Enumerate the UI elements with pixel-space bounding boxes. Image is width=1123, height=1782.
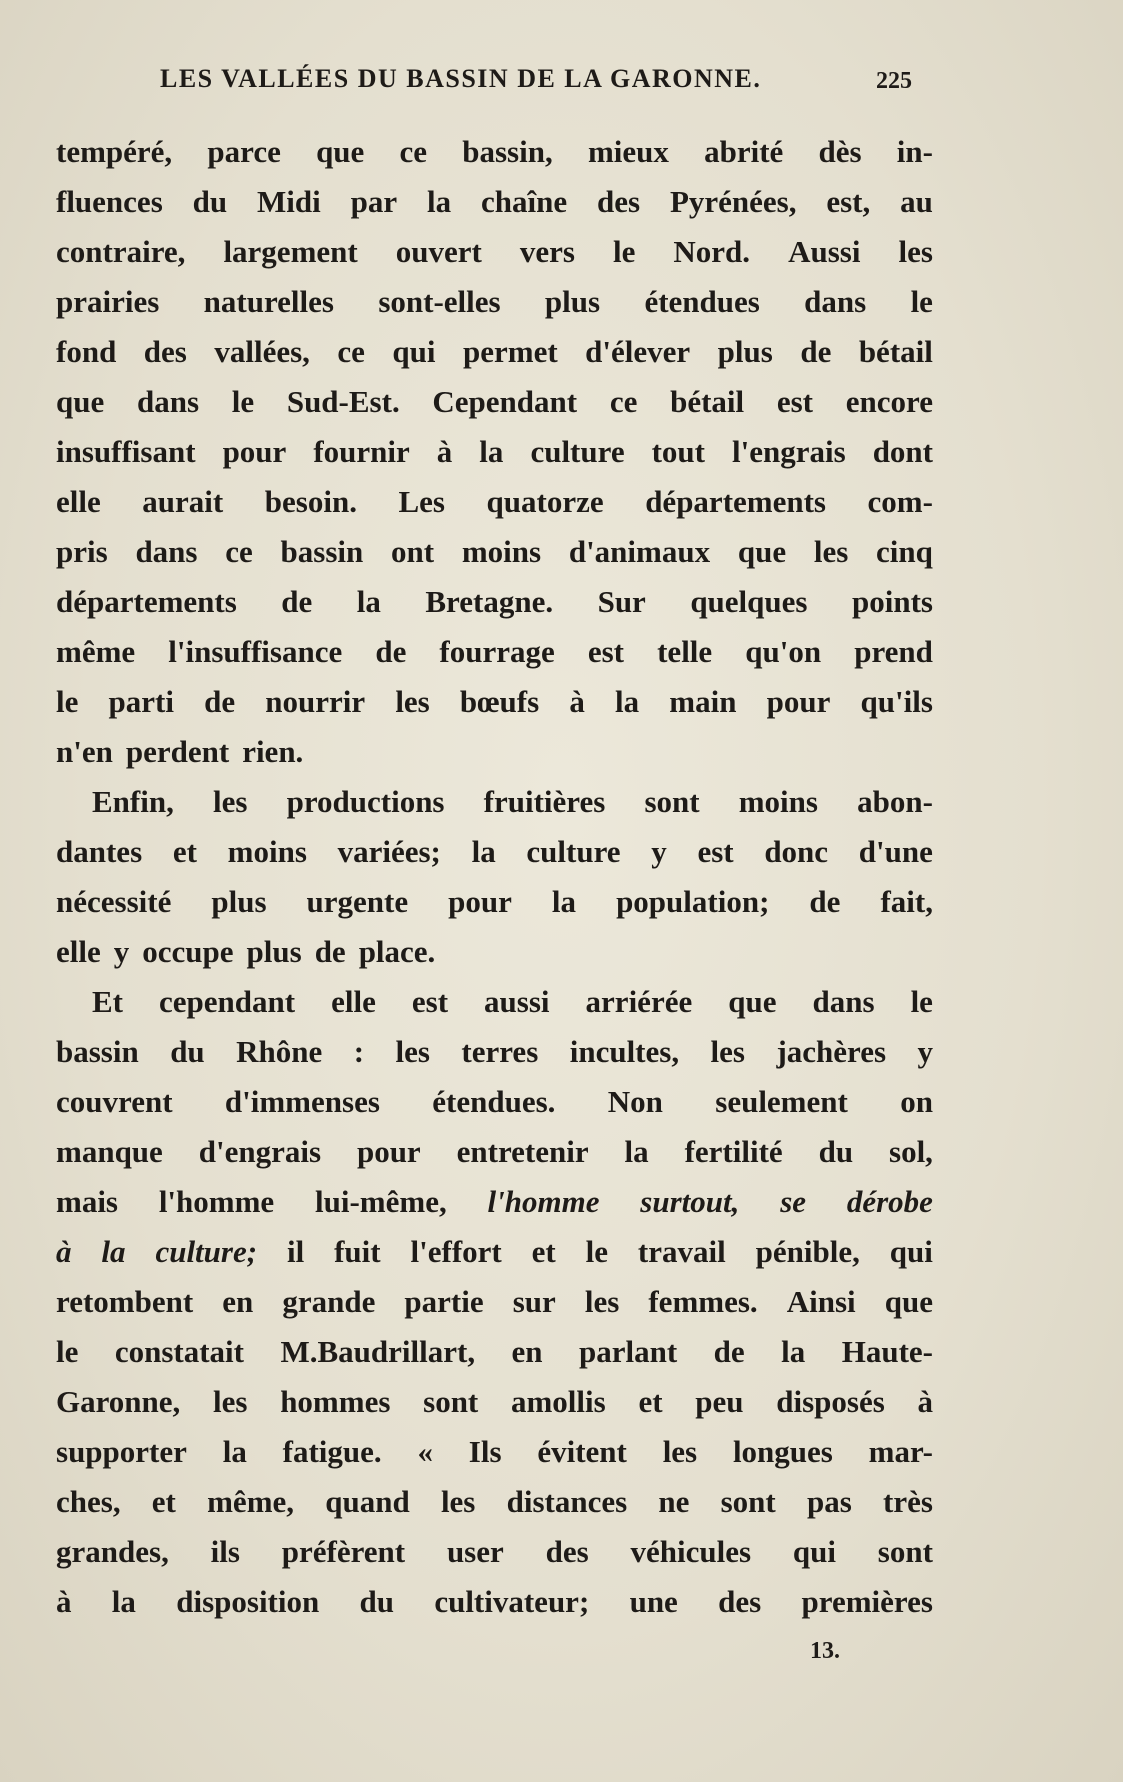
body-text bbox=[56, 127, 933, 1627]
text-line: Garonne, les hommes sont amollis et peu disposés à bbox=[56, 1384, 933, 1419]
text-line: dantes et moins variées; la culture y est donc d'une bbox=[56, 834, 933, 869]
text-line: elle aurait besoin. Les quatorze départements com- bbox=[56, 484, 933, 519]
text-line: fond des vallées, ce qui permet d'élever plus de bétail bbox=[56, 334, 933, 369]
text-line: prairies naturelles sont-elles plus étendues dans le bbox=[56, 284, 933, 319]
text-line: Enfin, les productions fruitières sont moins abon- bbox=[92, 784, 933, 819]
text-line: fluences du Midi par la chaîne des Pyrénées, est, au bbox=[56, 184, 933, 219]
text-line: mais l'homme lui-même, l'homme surtout, se dérobe bbox=[56, 1184, 933, 1219]
text-line: tempéré, parce que ce bassin, mieux abrité dès in- bbox=[56, 134, 933, 169]
text-line: contraire, largement ouvert vers le Nord. Aussi les bbox=[56, 234, 933, 269]
text-line: ches, et même, quand les distances ne sont pas très bbox=[56, 1484, 933, 1519]
text-line: couvrent d'immenses étendues. Non seulement on bbox=[56, 1084, 933, 1119]
running-title: LES VALLÉES DU BASSIN DE LA GARONNE. bbox=[160, 64, 762, 93]
text-line: que dans le Sud-Est. Cependant ce bétail est encore bbox=[56, 384, 933, 419]
text-line: même l'insuffisance de fourrage est telle qu'on prend bbox=[56, 634, 933, 669]
text-line: grandes, ils préfèrent user des véhicules qui sont bbox=[56, 1534, 933, 1569]
text-line: retombent en grande partie sur les femmes. Ainsi que bbox=[56, 1284, 933, 1319]
text-line: nécessité plus urgente pour la population; de fait, bbox=[56, 884, 933, 919]
text-line: départements de la Bretagne. Sur quelques points bbox=[56, 584, 933, 619]
text-line: bassin du Rhône : les terres incultes, les jachères y bbox=[56, 1034, 933, 1069]
text-line: à la disposition du cultivateur; une des premières bbox=[56, 1584, 933, 1619]
text-line: n'en perdent rien. bbox=[56, 734, 304, 769]
text-line: pris dans ce bassin ont moins d'animaux que les cinq bbox=[56, 534, 933, 569]
text-line: supporter la fatigue. « Ils évitent les longues mar- bbox=[56, 1434, 933, 1469]
text-line: Et cependant elle est aussi arriérée que dans le bbox=[92, 984, 933, 1019]
text-line: à la culture; il fuit l'effort et le travail pénible, qui bbox=[56, 1234, 933, 1269]
text-line: insuffisant pour fournir à la culture tout l'engrais dont bbox=[56, 434, 933, 469]
page-number: 225 bbox=[876, 68, 912, 94]
running-head bbox=[0, 64, 1123, 104]
text-line: le constatait M.Baudrillart, en parlant de la Haute- bbox=[56, 1334, 933, 1369]
signature-mark: 13. bbox=[810, 1638, 840, 1664]
text-line: elle y occupe plus de place. bbox=[56, 934, 436, 969]
text-line: manque d'engrais pour entretenir la fertilité du sol, bbox=[56, 1134, 933, 1169]
text-line: le parti de nourrir les bœufs à la main pour qu'ils bbox=[56, 684, 933, 719]
